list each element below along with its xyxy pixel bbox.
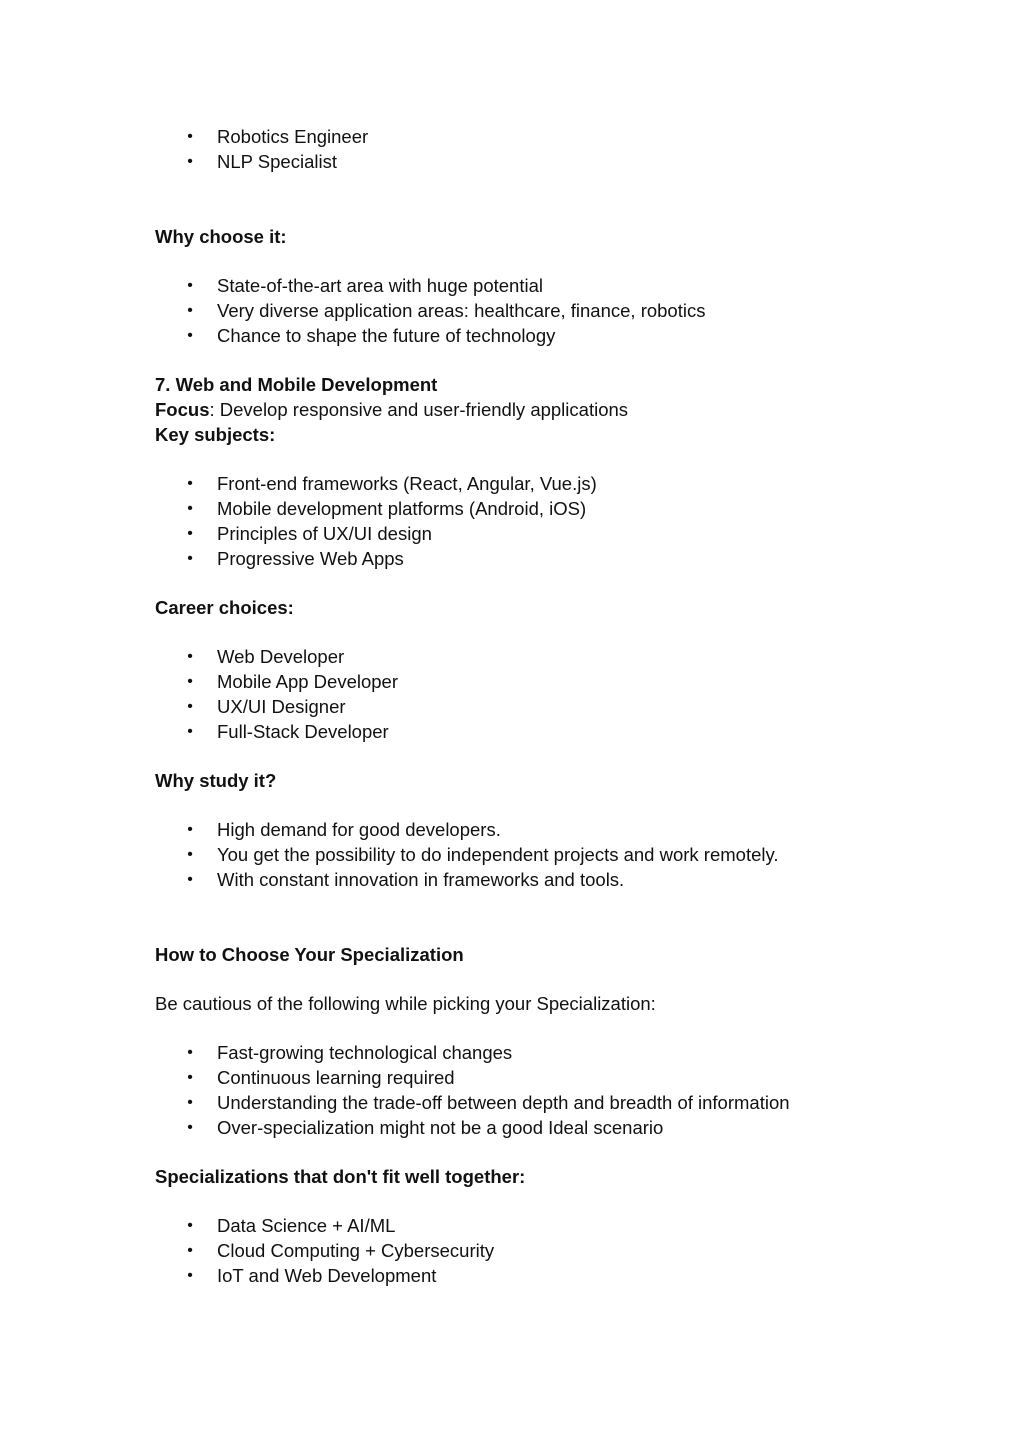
list-item: • Mobile development platforms (Android, iOS) bbox=[155, 496, 955, 521]
list-item: • Data Science + AI/ML bbox=[155, 1213, 955, 1238]
career-choices-list bbox=[155, 644, 955, 744]
list-item: • Chance to shape the future of technology bbox=[155, 323, 955, 348]
key-subjects-list bbox=[155, 471, 955, 571]
cautions-list bbox=[155, 1040, 955, 1140]
list-item: • Robotics Engineer bbox=[155, 124, 955, 149]
list-item: • Front-end frameworks (React, Angular, Vue.js) bbox=[155, 471, 955, 496]
bullet: • bbox=[187, 648, 193, 665]
bullet: • bbox=[187, 821, 193, 838]
bullet: • bbox=[187, 1069, 193, 1086]
list-item: • UX/UI Designer bbox=[155, 694, 955, 719]
list-item: • Cloud Computing + Cybersecurity bbox=[155, 1238, 955, 1263]
bullet: • bbox=[187, 525, 193, 542]
bullet: • bbox=[187, 550, 193, 567]
bullet: • bbox=[187, 153, 193, 170]
list-item: • Over-specialization might not be a good Ideal scenario bbox=[155, 1115, 955, 1140]
why-choose-list bbox=[155, 273, 955, 348]
document-page bbox=[155, 124, 955, 1288]
bullet: • bbox=[187, 1094, 193, 1111]
bullet: • bbox=[187, 673, 193, 690]
bullet: • bbox=[187, 1044, 193, 1061]
focus-label: Focus bbox=[155, 399, 210, 420]
list-item: • High demand for good developers. bbox=[155, 817, 955, 842]
bullet: • bbox=[187, 1217, 193, 1234]
list-item: • Progressive Web Apps bbox=[155, 546, 955, 571]
bullet: • bbox=[187, 846, 193, 863]
choose-intro: Be cautious of the following while picking your Specialization: bbox=[155, 993, 656, 1014]
bullet: • bbox=[187, 698, 193, 715]
bullet: • bbox=[187, 128, 193, 145]
why-choose-heading: Why choose it: bbox=[155, 226, 287, 247]
not-fit-heading: Specializations that don't fit well together: bbox=[155, 1166, 526, 1187]
section-title: 7. Web and Mobile Development bbox=[155, 374, 438, 395]
list-item: • With constant innovation in frameworks and tools. bbox=[155, 867, 955, 892]
why-study-heading: Why study it? bbox=[155, 770, 277, 791]
bullet: • bbox=[187, 723, 193, 740]
list-item: • Fast-growing technological changes bbox=[155, 1040, 955, 1065]
bullet: • bbox=[187, 277, 193, 294]
bullet: • bbox=[187, 327, 193, 344]
list-item: • Full-Stack Developer bbox=[155, 719, 955, 744]
list-item: • You get the possibility to do independent projects and work remotely. bbox=[155, 842, 955, 867]
list-item: • State-of-the-art area with huge potential bbox=[155, 273, 955, 298]
choose-specialization-heading: How to Choose Your Specialization bbox=[155, 944, 464, 965]
focus-text: : Develop responsive and user-friendly applications bbox=[209, 399, 629, 420]
not-fit-list bbox=[155, 1213, 955, 1288]
list-item: • NLP Specialist bbox=[155, 149, 955, 174]
list-item: • Web Developer bbox=[155, 644, 955, 669]
list-item: • Continuous learning required bbox=[155, 1065, 955, 1090]
bullet: • bbox=[187, 1119, 193, 1136]
bullet: • bbox=[187, 500, 193, 517]
list-item: • Mobile App Developer bbox=[155, 669, 955, 694]
top-list bbox=[155, 124, 955, 174]
bullet: • bbox=[187, 302, 193, 319]
list-item: • Principles of UX/UI design bbox=[155, 521, 955, 546]
list-item: • IoT and Web Development bbox=[155, 1263, 955, 1288]
focus-line bbox=[155, 397, 955, 422]
key-subjects-heading: Key subjects: bbox=[155, 424, 276, 445]
list-item: • Very diverse application areas: healthcare, finance, robotics bbox=[155, 298, 955, 323]
career-choices-heading: Career choices: bbox=[155, 597, 294, 618]
why-study-list bbox=[155, 817, 955, 892]
bullet: • bbox=[187, 475, 193, 492]
list-item: • Understanding the trade-off between depth and breadth of information bbox=[155, 1090, 955, 1115]
bullet: • bbox=[187, 1267, 193, 1284]
bullet: • bbox=[187, 871, 193, 888]
bullet: • bbox=[187, 1242, 193, 1259]
